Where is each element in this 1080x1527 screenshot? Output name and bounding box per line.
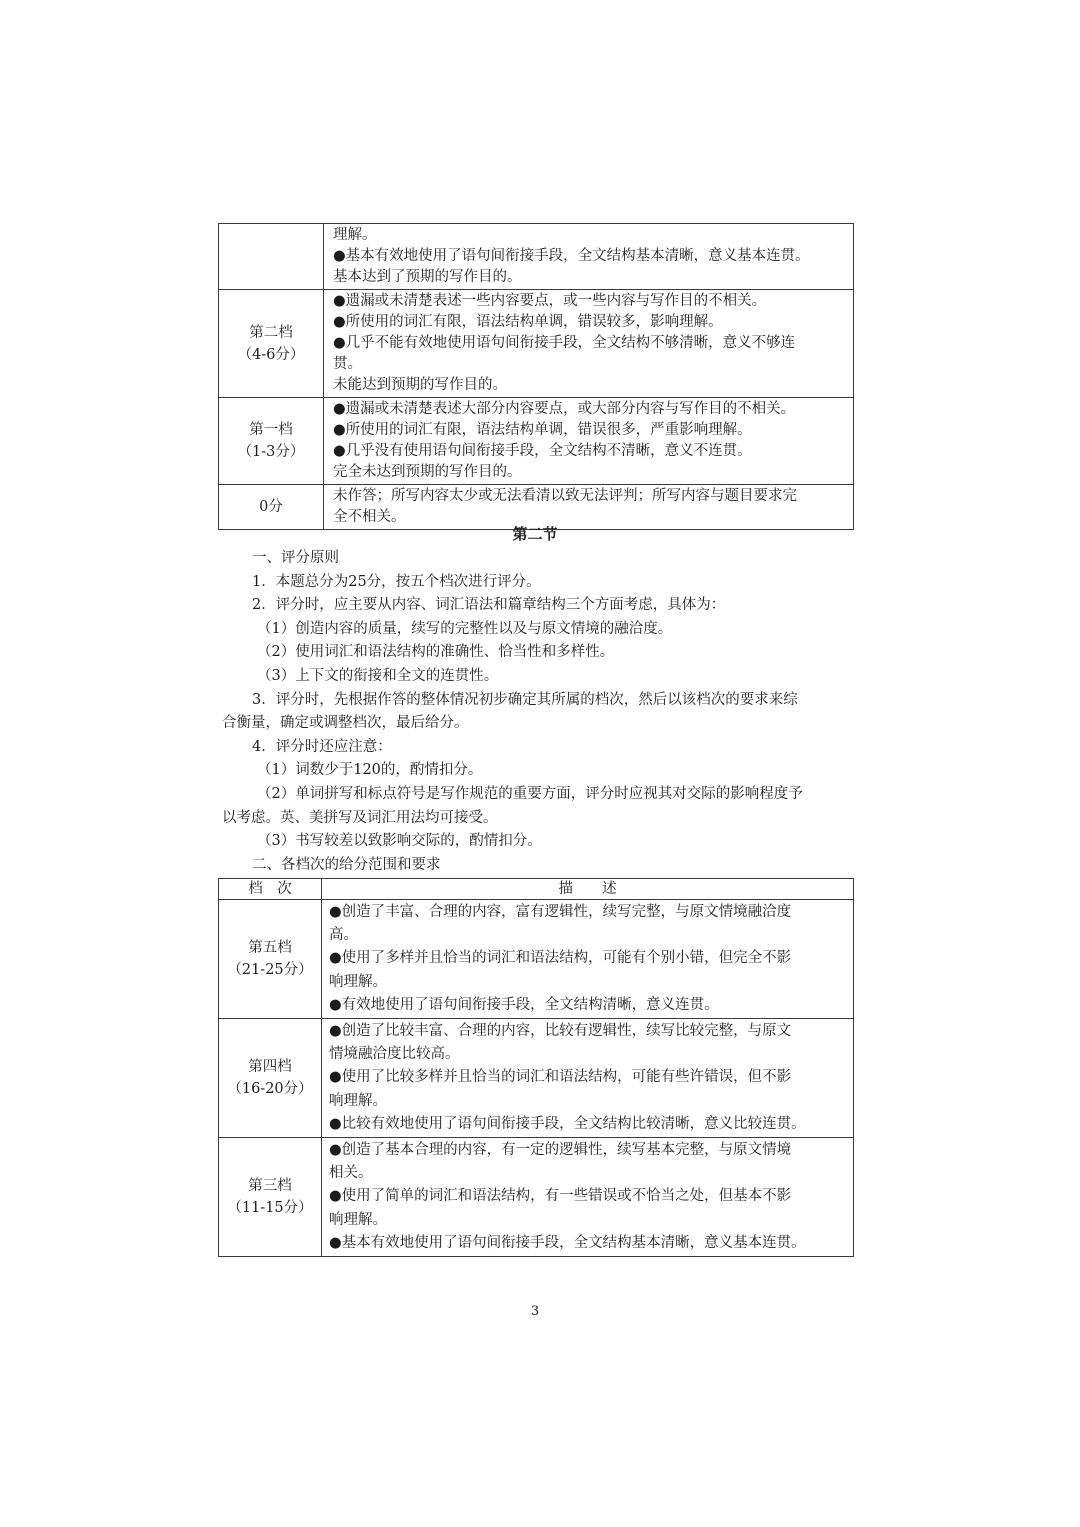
description-line: ●创造了丰富、合理的内容，富有逻辑性，续写完整，与原文情境融洽度 <box>329 904 792 920</box>
description-line: ●使用了比较多样并且恰当的词汇和语法结构，可能有些许错误，但不影 <box>329 1069 792 1086</box>
grade-cell <box>219 1138 322 1257</box>
page-number: 3 <box>530 1304 540 1319</box>
description-line: 未能达到预期的写作目的。 <box>333 377 507 393</box>
description-line: 未作答；所写内容太少或无法看清以致无法评判；所写内容与题目要求完 <box>333 488 797 504</box>
table-row <box>219 1019 854 1138</box>
grade-range: （1-3分） <box>237 444 305 460</box>
description-cell <box>324 290 854 398</box>
description-line: 相关。 <box>329 1165 373 1182</box>
description-cell <box>322 1019 854 1138</box>
description-line: 完全未达到预期的写作目的。 <box>333 464 522 480</box>
description-cell <box>324 398 854 485</box>
description-line: ●比较有效地使用了语句间衔接手段，全文结构比较清晰，意义比较连贯。 <box>329 1115 806 1132</box>
principle-item: 2．评分时，应主要从内容、词汇语法和篇章结构三个方面考虑，具体为： <box>252 597 726 614</box>
description-line: ●几乎没有使用语句间衔接手段，全文结构不清晰，意义不连贯。 <box>333 443 752 459</box>
grade-cell <box>219 290 324 398</box>
description-line: ●所使用的词汇有限，语法结构单调，错误较多，影响理解。 <box>333 314 723 330</box>
grade-name: 0分 <box>259 499 283 515</box>
principle-subitem: （3）上下文的衔接和全文的连贯性。 <box>257 667 499 684</box>
principle-subitem: （2）使用词汇和语法结构的准确性、恰当性和多样性。 <box>257 644 615 661</box>
description-cell <box>324 224 854 290</box>
description-line: ●创造了比较丰富、合理的内容，比较有逻辑性，续写比较完整，与原文 <box>329 1023 792 1040</box>
description-line: ●基本有效地使用了语句间衔接手段，全文结构基本清晰，意义基本连贯。 <box>333 248 810 264</box>
grade-name: 第二档 <box>249 324 293 341</box>
description-line: ●创造了基本合理的内容，有一定的逻辑性，续写基本完整，与原文情境 <box>329 1142 792 1159</box>
description-line: 情境融洽度比较高。 <box>329 1046 460 1063</box>
grade-cell <box>219 224 324 290</box>
grade-range: （21-25分） <box>227 962 313 978</box>
description-line: 响理解。 <box>329 1211 387 1228</box>
principle-subitem: （1）词数少于120的，酌情扣分。 <box>257 762 483 779</box>
principle-subitem: （2）单词拼写和标点符号是写作规范的重要方面，评分时应视其对交际的影响程度予 <box>257 785 803 802</box>
description-line: ●几乎不能有效地使用语句间衔接手段，全文结构不够清晰，意义不够连 <box>333 335 796 351</box>
grades-heading: 二、各档次的给分范围和要求 <box>252 856 441 873</box>
table-row <box>219 1138 854 1257</box>
table-row <box>219 900 854 1019</box>
description-line: ●有效地使用了语句间衔接手段，全文结构清晰，意义连贯。 <box>329 996 719 1013</box>
grade-range: （16-20分） <box>227 1081 313 1098</box>
grade-name: 第一档 <box>249 422 293 438</box>
description-cell <box>322 1138 854 1257</box>
description-line: ●使用了简单的词汇和语法结构，有一些错误或不恰当之处，但基本不影 <box>329 1188 792 1205</box>
description-line: 响理解。 <box>329 1092 387 1109</box>
description-line: ●所使用的词汇有限，语法结构单调，错误很多，严重影响理解。 <box>333 422 752 438</box>
table-row <box>219 290 854 398</box>
header-grade: 档 次 <box>219 879 322 900</box>
scoring-table-part1 <box>218 223 854 530</box>
description-line: ●遗漏或未清楚表述一些内容要点，或一些内容与写作目的不相关。 <box>333 293 767 309</box>
principle-subitem: （1）创造内容的质量，续写的完整性以及与原文情境的融洽度。 <box>257 620 673 637</box>
grade-range: （4-6分） <box>237 346 305 363</box>
table-row <box>219 224 854 290</box>
grade-cell <box>219 1019 322 1138</box>
description-line: ●基本有效地使用了语句间衔接手段，全文结构基本清晰，意义基本连贯。 <box>329 1234 806 1251</box>
description-line: ●遗漏或未清楚表述大部分内容要点，或大部分内容与写作目的不相关。 <box>333 401 796 417</box>
description-line: 理解。 <box>333 227 377 243</box>
description-line: 贯。 <box>333 356 362 372</box>
grade-name: 第三档 <box>248 1178 292 1195</box>
scoring-table-part2 <box>218 878 854 1257</box>
grade-range: （11-15分） <box>227 1200 313 1217</box>
principle-subitem: （3）书写较差以致影响交际的，酌情扣分。 <box>257 833 542 850</box>
description-cell <box>322 900 854 1019</box>
table-row <box>219 398 854 485</box>
principle-subitem-continued: 以考虑。英、美拼写及词汇用法均可接受。 <box>222 809 498 826</box>
table-header-row <box>219 879 854 900</box>
header-description: 描 述 <box>322 879 854 900</box>
scoring-principles <box>222 547 856 877</box>
grade-cell <box>219 900 322 1019</box>
section-title: 第二节 <box>512 525 558 543</box>
principle-item: 3．评分时，先根据作答的整体情况初步确定其所属的档次，然后以该档次的要求来综 <box>252 691 798 708</box>
grade-cell <box>219 398 324 485</box>
description-line: 高。 <box>329 927 358 944</box>
description-line: 基本达到了预期的写作目的。 <box>333 269 522 285</box>
description-line: 全不相关。 <box>333 509 406 525</box>
description-line: ●使用了多样并且恰当的词汇和语法结构，可能有个别小错，但完全不影 <box>329 950 792 967</box>
principle-item-continued: 合衡量，确定或调整档次，最后给分。 <box>222 715 469 732</box>
description-line: 响理解。 <box>329 973 387 990</box>
principle-item: 4．评分时还应注意： <box>252 738 392 755</box>
principle-item: 1．本题总分为25分，按五个档次进行评分。 <box>252 573 541 590</box>
principles-heading: 一、评分原则 <box>252 550 339 566</box>
grade-name: 第五档 <box>248 940 292 956</box>
grade-name: 第四档 <box>248 1059 292 1076</box>
